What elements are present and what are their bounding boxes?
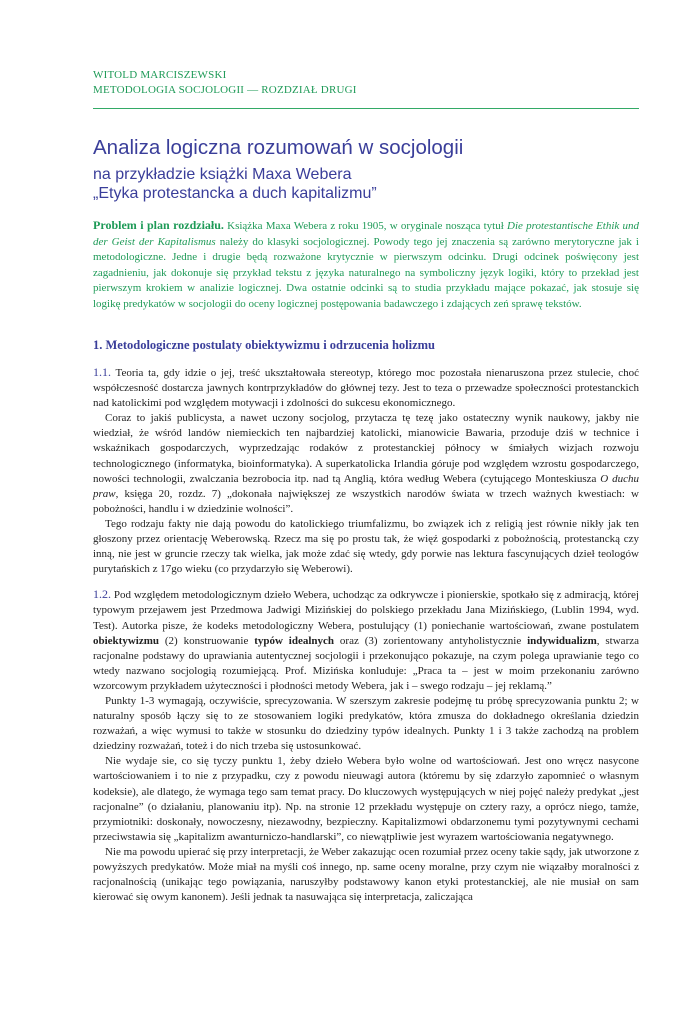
abstract-book-title: Die protestantische Ethik und der Geist der Kapitalismus [93, 220, 640, 248]
paragraph-text: (2) konstruowanie [159, 634, 255, 647]
header-divider [93, 108, 639, 109]
abstract-text-1: Książka Maxa Webera z roku 1905, w oryginale nosząca tytuł [223, 220, 507, 232]
paragraph-text: Pod względem metodologicznym dzieło Webera, uchodząc za odkrywcze i pionierskie, spotkało się z admiracją, której typowym przejawem jest Przedmowa Jadwigi Mizińskiej do polskiego przekładu Jana Mizińskiego, (Lublin 1994, wyd. Test). Autorka pisze, że kodeks metodologiczny Webera, postulujący (1) poniechanie wartościowań, zwane postulatem [93, 589, 639, 632]
paragraph-1-2 [93, 587, 639, 694]
paragraph-1-1 [93, 365, 639, 411]
cited-title: O duchu praw [93, 472, 639, 500]
paragraph-text: Tego rodzaju fakty nie dają powodu do katolickiego triumfalizmu, bo związek ich z religią jest równie nikły jak ten głoszony przez orientację Weberowską. Rzecz ma się po prostu tak, że więź gospodarki z pobożnością, protestancką czy inną, nie jest w gruncie rzeczy tak wielka, jak może zdać się wtedy, gdy porwie nas lektura fascynujących dzieł teologów purytańskich z 17go wieku (co przydarzyło się Weberowi). [93, 517, 639, 576]
paragraph-text: Teoria ta, gdy idzie o jej, treść ukształtowała stereotyp, którego moc pozostała nienaruszona przez stulecie, choć współczesność dostarcza jawnych kontrprzykładów do głównej tezy. Jest to teza o przewadze społeczności protestanckich nad katolickimi pod względem motywacji i zdolności do sukcesu ekonomicznego. [93, 367, 639, 410]
term-objectivism: obiektywizmu [93, 634, 159, 647]
section-heading: 1. Metodologiczne postulaty obiektywizmu i odrzucenia holizmu [93, 338, 435, 352]
paragraph-text: , księga 20, rozdz. 7) „dokonała największej ze wszystkich narodów świata w trzech ważnych kwestiach: w pobożności, handlu i w dziedzinie wolności”. [93, 487, 639, 515]
paragraph-text: Nie ma powodu upierać się przy interpretacji, że Weber zakazując ocen rozumiał przez oceny takie sądy, jak utworzone z powyższych predykatów. Może miał na myśli coś innego, np. same oceny moralne, przy czym nie wiązałby moralności z racjonalnością (unikając tego powiązania, naruszyłby podstawowy kanon etyki protestanckiej, ale nie musiał on sam kierować się owym kanonem). Jeśli jednak ta nasuwająca się interpretacja, zaliczająca [93, 845, 639, 904]
chapter-subtitle [93, 166, 377, 203]
paragraph [93, 411, 639, 517]
paragraph-text: Nie wydaje sie, co się tyczy punktu 1, żeby dzieło Webera było wolne od wartościowań. Jest ono wręcz nasycone wartościowaniem i to nie z przypadku, czy z powodu nieuwagi autora (któremu by się zdarzyło zapomnieć o własnym kodeksie), ale dlatego, że wymaga tego sam temat pracy. Do kluczowych występujących w niej pojęć należy predykat „jest racjonalne” (o działaniu, planowaniu itp). Np. na stronie 12 przekładu występuje on cztery razy, a oprócz niego, tamże, przymiotniki: doskonały, nowoczesny, niezawodny, bezpieczny. Kapitalizmowi obdarzonemu tymi pozytywnymi cechami przeciwstawia się „kapitalizm awanturniczo-handlarski”, co niewątpliwie jest wyrazem wartościowania negatywnego. [93, 755, 639, 843]
header-author: WITOLD MARCISZEWSKI [93, 69, 227, 81]
subtitle-line-1: na przykładzie książki Maxa Webera [93, 166, 352, 183]
paragraph [93, 694, 639, 754]
abstract-paragraph [93, 218, 639, 312]
paragraph [93, 754, 639, 845]
chapter-title: Analiza logiczna rozumowań w socjologii [93, 136, 464, 159]
running-header [93, 68, 357, 98]
paragraph-number: 1.1. [93, 365, 111, 379]
paragraph-text: oraz (3) zorientowany antyholistycznie [334, 634, 528, 647]
abstract-lead: Problem i plan rozdziału. [93, 218, 224, 232]
paragraph-text: Coraz to jakiś publicysta, a nawet uczony socjolog, przytacza tę tezę jako ostateczny wynik naukowy, jakby nie wiedział, że wśród landów niemieckich ten najbardziej katolicki, mianowicie Bawaria, przoduje dziś w technice i wskaźnikach gospodarczych, wyprzedzając rodaków z protestanckiej północy w śmiałych wizjach rozwoju technologicznego (informatyka, bioinformatyka). A superkatolicka Irlandia góruje pod względem wzrostu gospodarczego, nowości technologii, zwalczania bezrobocia itp. nad tą Anglią, która według Webera (cytującego Monteskiusza [93, 412, 639, 485]
header-book-title: METODOLOGIA SOCJOLOGII — ROZDZIAŁ DRUGI [93, 84, 357, 96]
paragraph [93, 845, 639, 905]
section-body [93, 365, 639, 905]
subtitle-line-2: „Etyka protestancka a duch kapitalizmu” [93, 184, 377, 202]
paragraph-number: 1.2. [93, 587, 111, 602]
paragraph-text: Punkty 1-3 wymagają, oczywiście, sprecyzowania. W szerszym zakresie podejmę tu próbę sprecyzowania punktu 2; w naturalny sposób łączy się to ze stosowaniem logiki predykatów, która zmusza do dokładnego określania dziedzin rozważań, a więc wymusi to także w stosunku do dziedziny typów idealnych. Punkty 1 i 3 także zachodzą na problem dziedziny rozważań, toteż i do nich trzeba się ustosunkować. [93, 694, 639, 753]
term-ideal-types: typów idealnych [254, 634, 335, 647]
paragraph-text: , stwarza racjonalne podstawy do uprawiania autentycznej socjologii i przekonująco pokazuje, na czym polega uprawianie tego co wtedy nazwano socjologią rozumiejącą. Prof. Mizińska konluduje: „Praca ta – jest w moim przekonaniu zarówno wzorcowym przykładem użyteczności i płodności metody Webera, jak i – swego rodzaju – jej reklamą.” [93, 634, 639, 692]
abstract-text-2: należy do klasyki socjologicznej. Powody tego jej znaczenia są zarówno merytoryczne jak i metodologiczne. Jedne i drugie będą rozważone krytycznie w pierwszym odcinku. Drugi odcinek poświęcony jest zagadnieniu, jak dokonuje się przykład tekstu z języka naturalnego na symboliczny język logiki, który to przekład jest pierwszym krokiem w analizie logicznej. Dwa ostatnie odcinki są to studia przykładu mające pokazać, jak stosuje się logikę predykatów w socjologii do oceny logicznej postępowania badawczego i zdających zeń sprawę tekstów. [93, 235, 639, 310]
paragraph [93, 517, 639, 577]
term-individualism: indywidualizm [527, 634, 597, 647]
